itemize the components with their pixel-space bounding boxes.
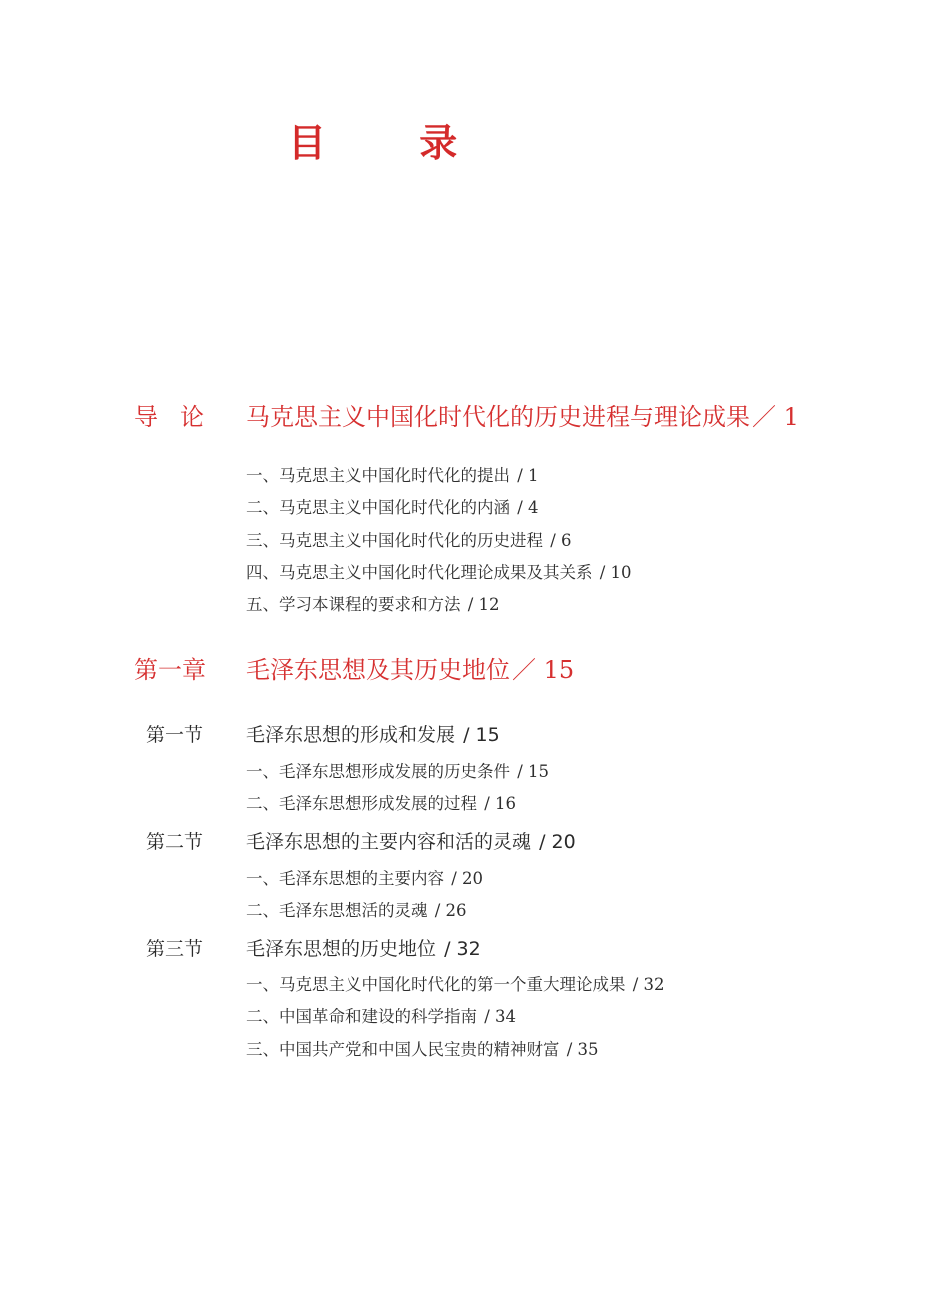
entry-text: 二、中国革命和建设的科学指南 xyxy=(246,1007,477,1026)
entry-page: / 16 xyxy=(484,794,517,813)
entry-text: 二、毛泽东思想活的灵魂 xyxy=(246,901,428,920)
entry-text: 二、毛泽东思想形成发展的过程 xyxy=(246,794,477,813)
section-title: 毛泽东思想的形成和发展 xyxy=(246,724,456,746)
chapter1-label: 第一章 xyxy=(134,656,206,684)
entry-page: / 1 xyxy=(517,466,539,485)
section-title: 毛泽东思想的历史地位 xyxy=(246,938,437,960)
intro-label: 导论 xyxy=(134,403,226,431)
section-label: 第二节 xyxy=(146,831,204,853)
section-page: / 15 xyxy=(463,724,500,746)
section-page: / 20 xyxy=(539,831,576,853)
toc-entry[interactable] xyxy=(246,971,665,995)
entry-text: 一、毛泽东思想的主要内容 xyxy=(246,869,444,888)
entry-page: / 6 xyxy=(550,531,572,550)
toc-entry[interactable] xyxy=(246,527,572,551)
entry-page: / 12 xyxy=(467,595,500,614)
chapter1-title: 毛泽东思想及其历史地位 xyxy=(246,656,510,684)
page-title: 目 录 xyxy=(288,121,498,165)
toc-entry[interactable] xyxy=(246,1036,599,1060)
section-title-line[interactable] xyxy=(246,934,481,961)
entry-page: / 10 xyxy=(599,563,632,582)
entry-page: / 15 xyxy=(517,762,550,781)
chapter1-title-line[interactable] xyxy=(246,650,574,685)
entry-text: 三、中国共产党和中国人民宝贵的精神财富 xyxy=(246,1040,560,1059)
intro-title-line[interactable] xyxy=(246,397,799,432)
entry-text: 五、学习本课程的要求和方法 xyxy=(246,595,461,614)
section-label: 第一节 xyxy=(146,724,204,746)
intro-title: 马克思主义中国化时代化的历史进程与理论成果 xyxy=(246,403,750,431)
toc-entry[interactable] xyxy=(246,462,539,486)
intro-page: ／ 1 xyxy=(752,403,799,431)
entry-page: / 20 xyxy=(451,869,484,888)
toc-entry[interactable] xyxy=(246,865,483,889)
toc-entry[interactable] xyxy=(246,758,549,782)
entry-text: 四、马克思主义中国化时代化理论成果及其关系 xyxy=(246,563,593,582)
entry-page: / 32 xyxy=(632,975,665,994)
entry-text: 二、马克思主义中国化时代化的内涵 xyxy=(246,498,510,517)
toc-entry[interactable] xyxy=(246,591,500,615)
toc-entry[interactable] xyxy=(246,897,467,921)
toc-entry[interactable] xyxy=(246,1003,516,1027)
entry-text: 一、马克思主义中国化时代化的提出 xyxy=(246,466,510,485)
entry-page: / 4 xyxy=(517,498,539,517)
toc-entry[interactable] xyxy=(246,559,632,583)
section-label: 第三节 xyxy=(146,938,204,960)
entry-text: 三、马克思主义中国化时代化的历史进程 xyxy=(246,531,543,550)
section-title: 毛泽东思想的主要内容和活的灵魂 xyxy=(246,831,532,853)
chapter1-page: ／ 15 xyxy=(512,656,575,684)
entry-text: 一、马克思主义中国化时代化的第一个重大理论成果 xyxy=(246,975,626,994)
entry-page: / 26 xyxy=(434,901,467,920)
section-title-line[interactable] xyxy=(246,827,576,854)
entry-page: / 34 xyxy=(484,1007,517,1026)
toc-entry[interactable] xyxy=(246,494,539,518)
entry-page: / 35 xyxy=(566,1040,599,1059)
toc-entry[interactable] xyxy=(246,790,516,814)
section-title-line[interactable] xyxy=(246,720,500,747)
entry-text: 一、毛泽东思想形成发展的历史条件 xyxy=(246,762,510,781)
section-page: / 32 xyxy=(444,938,481,960)
